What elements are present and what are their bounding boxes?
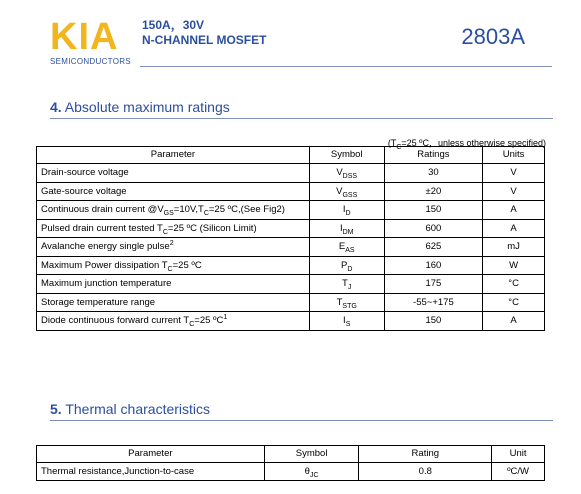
value-cell: 175 <box>384 275 483 294</box>
section-5-divider <box>50 420 553 421</box>
param-cell: Pulsed drain current tested $T_C=25$ ºC (Silicon Limit) <box>37 219 310 238</box>
unit-cell: A <box>483 201 545 220</box>
spec-rating: 150A，30V <box>142 18 205 32</box>
symbol-cell: $I_S$ <box>309 312 384 331</box>
table-row <box>37 219 545 238</box>
value-cell: 150 <box>384 312 483 331</box>
section-4-label: Absolute maximum ratings <box>61 99 230 115</box>
unit-cell: A <box>483 312 545 331</box>
col-header-symbol: Symbol <box>309 147 384 164</box>
param-cell: Storage temperature range <box>37 293 310 312</box>
table-row <box>37 164 545 183</box>
symbol-cell: $V_{DSS}$ <box>309 164 384 183</box>
part-number: 2803A <box>461 24 525 49</box>
param-cell: Avalanche energy single pulse$^2$ <box>37 238 310 257</box>
table-row <box>37 293 545 312</box>
symbol-cell: $E_{AS}$ <box>309 238 384 257</box>
symbol-cell: $P_D$ <box>309 256 384 275</box>
table-row <box>37 275 545 294</box>
value-cell: 160 <box>384 256 483 275</box>
symbol-cell: $\theta_{JC}$ <box>264 463 359 481</box>
col-header-parameter: Parameter <box>37 147 310 164</box>
col-header-units: Units <box>483 147 545 164</box>
table-header-row <box>37 147 545 164</box>
table-row <box>37 463 545 481</box>
section-4-title <box>50 99 230 115</box>
param-cell: Diode continuous forward current $T_C=25$ ºC$^1$ <box>37 312 310 331</box>
col-header-ratings: Ratings <box>384 147 483 164</box>
unit-cell: mJ <box>483 238 545 257</box>
symbol-cell: $T_J$ <box>309 275 384 294</box>
col-header-symbol: Symbol <box>264 446 359 463</box>
param-cell: Maximum junction temperature <box>37 275 310 294</box>
section-5-label: Thermal characteristics <box>61 401 211 417</box>
value-cell: 625 <box>384 238 483 257</box>
table-header-row <box>37 446 545 463</box>
unit-cell: V <box>483 182 545 201</box>
thermal-table <box>36 445 545 481</box>
unit-cell: ºC/W <box>492 463 545 481</box>
unit-cell: °C <box>483 293 545 312</box>
section-4-number: 4. <box>50 99 62 115</box>
table-row <box>37 256 545 275</box>
section-5-title <box>50 401 210 417</box>
param-cell: Gate-source voltage <box>37 182 310 201</box>
unit-cell: A <box>483 219 545 238</box>
symbol-cell: $I_D$ <box>309 201 384 220</box>
param-cell: Thermal resistance,Junction-to-case <box>37 463 265 481</box>
table-row <box>37 312 545 331</box>
value-cell: ±20 <box>384 182 483 201</box>
symbol-cell: $V_{GSS}$ <box>309 182 384 201</box>
logo-subtitle: SEMICONDUCTORS <box>50 57 131 66</box>
unit-cell: V <box>483 164 545 183</box>
header-divider <box>140 66 552 67</box>
table-row <box>37 182 545 201</box>
param-cell: Continuous drain current $@V_{GS}=10V,T_C=25$ ºC,(See Fig2) <box>37 201 310 220</box>
spec-type: N-CHANNEL MOSFET <box>142 33 267 47</box>
param-cell: Maximum Power dissipation $T_C=25$ ºC <box>37 256 310 275</box>
symbol-cell: $I_{DM}$ <box>309 219 384 238</box>
col-header-parameter: Parameter <box>37 446 265 463</box>
value-cell: 0.8 <box>359 463 492 481</box>
value-cell: -55~+175 <box>384 293 483 312</box>
unit-cell: °C <box>483 275 545 294</box>
absolute-ratings-table <box>36 146 545 331</box>
value-cell: 30 <box>384 164 483 183</box>
test-condition: ($T_C=25$ ºC，unless otherwise specified) <box>387 138 546 151</box>
table-row <box>37 238 545 257</box>
section-5-number: 5. <box>50 401 62 417</box>
kia-logo: KIA <box>50 16 119 58</box>
table-row <box>37 201 545 220</box>
value-cell: 600 <box>384 219 483 238</box>
unit-cell: W <box>483 256 545 275</box>
value-cell: 150 <box>384 201 483 220</box>
param-cell: Drain-source voltage <box>37 164 310 183</box>
col-header-unit: Unit <box>492 446 545 463</box>
col-header-rating: Rating <box>359 446 492 463</box>
section-4-divider <box>50 118 553 119</box>
symbol-cell: $T_{STG}$ <box>309 293 384 312</box>
